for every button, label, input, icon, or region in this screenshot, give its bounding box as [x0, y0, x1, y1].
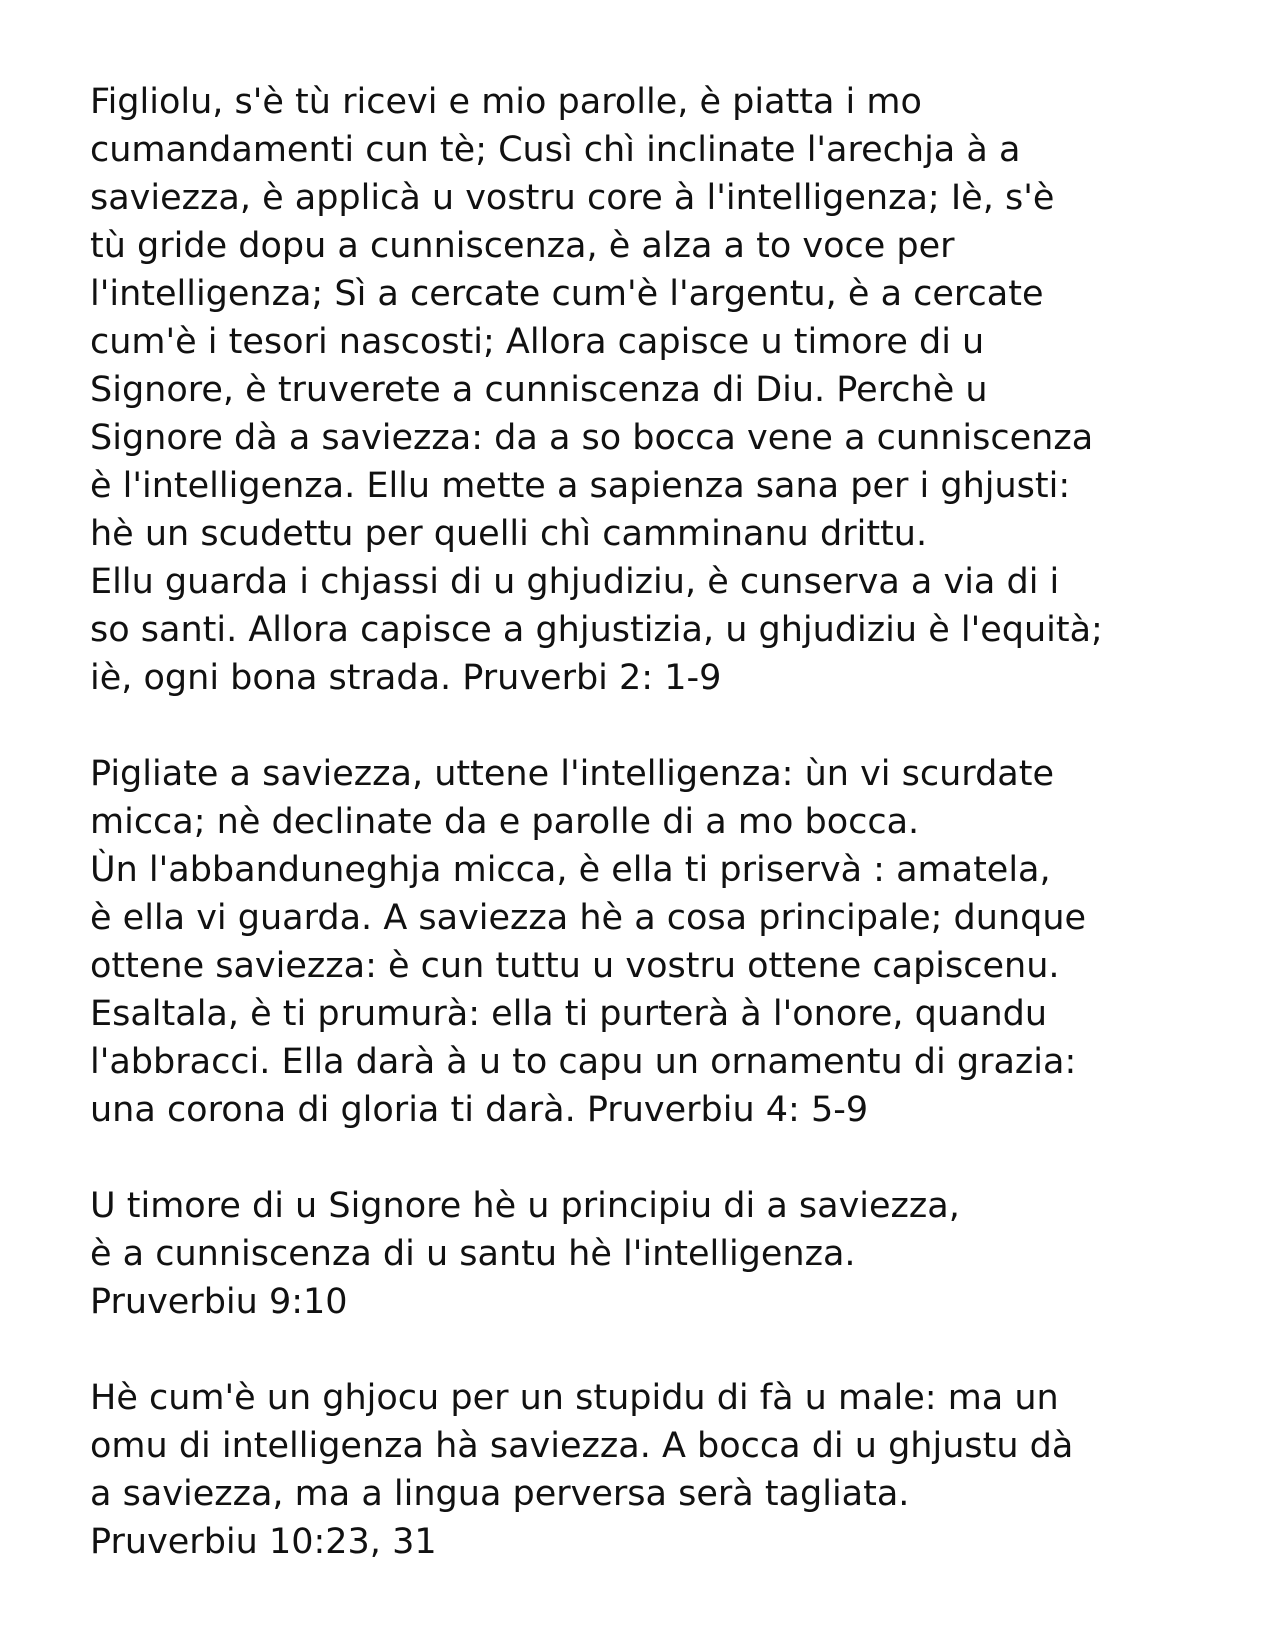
text-line: Signore dà a saviezza: da a so bocca vene a cunniscenza: [90, 418, 1094, 458]
text-line: una corona di gloria ti darà. Pruverbiu 4: 5-9: [90, 1090, 869, 1130]
text-line: hè un scudettu per quelli chì camminanu drittu.: [90, 514, 928, 554]
text-line: è a cunniscenza di u santu hè l'intelligenza.: [90, 1234, 856, 1274]
text-line: so santi. Allora capisce a ghjustizia, u ghjudiziu è l'equità;: [90, 610, 1103, 650]
text-line: Ùn l'abbanduneghja micca, è ella ti priservà : amatela,: [90, 850, 1051, 890]
text-line: Pigliate a saviezza, uttene l'intelligenza: ùn vi scurdate: [90, 754, 1054, 794]
text-line: cum'è i tesori nascosti; Allora capisce u timore di u: [90, 322, 985, 362]
text-line: Signore, è truverete a cunniscenza di Diu. Perchè u: [90, 370, 988, 410]
text-line: cumandamenti cun tè; Cusì chì inclinate l'arechja à a: [90, 130, 1021, 170]
text-line: saviezza, è applicà u vostru core à l'intelligenza; Iè, s'è: [90, 178, 1055, 218]
text-line: Figliolu, s'è tù ricevi e mio parolle, è piatta i mo: [90, 82, 922, 122]
text-line: ottene saviezza: è cun tuttu u vostru ottene capiscenu.: [90, 946, 1060, 986]
text-line: è l'intelligenza. Ellu mette a sapienza sana per i ghjusti:: [90, 466, 1071, 506]
text-line: tù gride dopu a cunniscenza, è alza a to voce per: [90, 226, 955, 266]
passage-proverbs-4: [90, 750, 1230, 1134]
text-line: Pruverbiu 10:23, 31: [90, 1522, 437, 1562]
document-page: [90, 78, 1230, 1614]
text-line: Esaltala, è ti prumurà: ella ti purterà à l'onore, quandu: [90, 994, 1048, 1034]
text-line: l'intelligenza; Sì a cercate cum'è l'argentu, è a cercate: [90, 274, 1044, 314]
text-line: U timore di u Signore hè u principiu di a saviezza,: [90, 1186, 960, 1226]
text-line: l'abbracci. Ella darà à u to capu un ornamentu di grazia:: [90, 1042, 1077, 1082]
text-line: a saviezza, ma a lingua perversa serà tagliata.: [90, 1474, 910, 1514]
text-line: Ellu guarda i chjassi di u ghjudiziu, è cunserva a via di i: [90, 562, 1060, 602]
text-line: Hè cum'è un ghjocu per un stupidu di fà u male: ma un: [90, 1378, 1059, 1418]
text-line: micca; nè declinate da e parolle di a mo bocca.: [90, 802, 920, 842]
text-line: Pruverbiu 9:10: [90, 1282, 348, 1322]
text-line: iè, ogni bona strada. Pruverbi 2: 1-9: [90, 658, 722, 698]
passage-proverbs-9: [90, 1182, 1230, 1326]
text-line: omu di intelligenza hà saviezza. A bocca di u ghjustu dà: [90, 1426, 1074, 1466]
text-line: è ella vi guarda. A saviezza hè a cosa principale; dunque: [90, 898, 1087, 938]
passage-proverbs-10: [90, 1374, 1230, 1566]
passage-proverbs-2: [90, 78, 1230, 702]
